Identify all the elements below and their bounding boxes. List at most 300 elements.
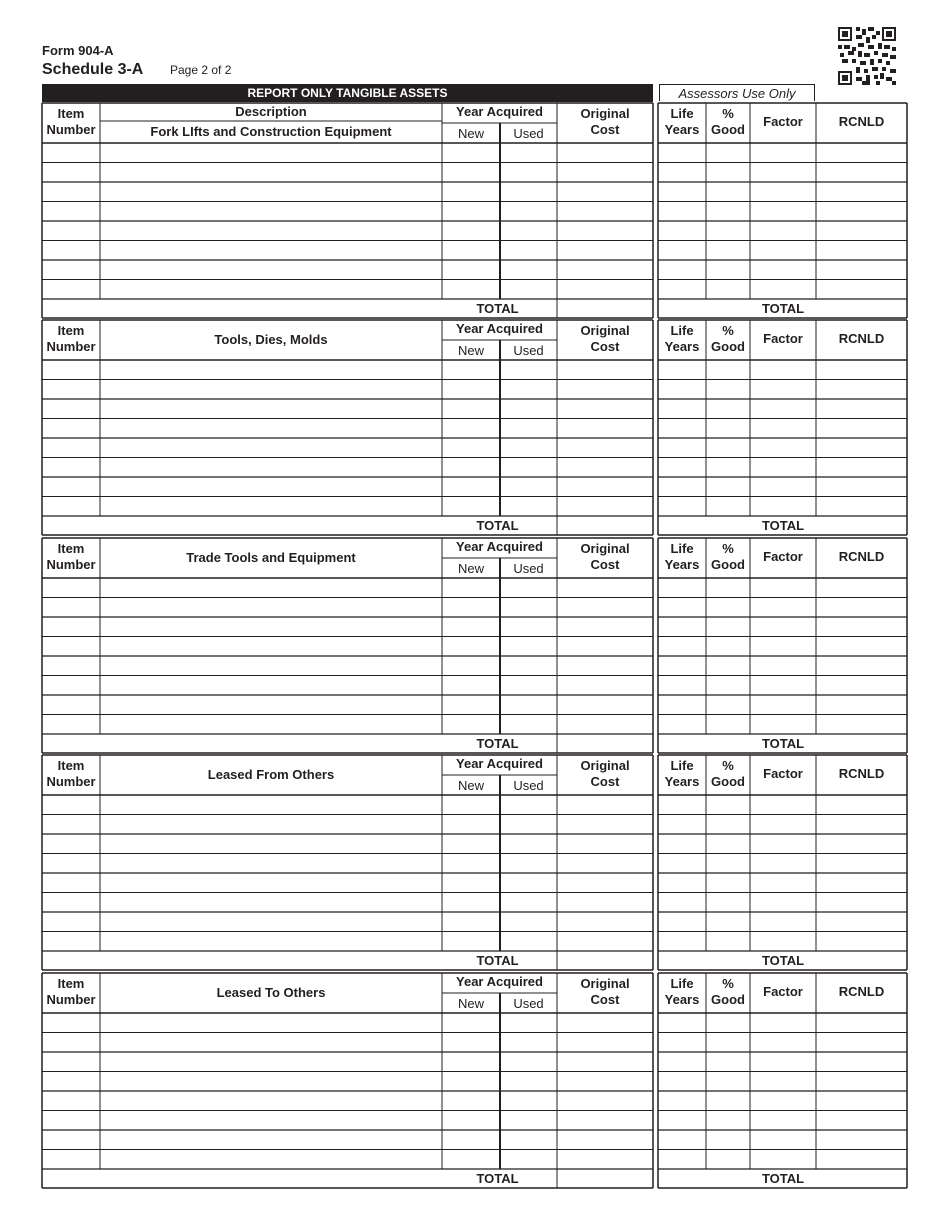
assessor-cell[interactable] [706, 163, 750, 183]
assessor-cell[interactable] [706, 912, 750, 932]
entry-cell[interactable] [557, 163, 653, 183]
assessor-cell[interactable] [658, 932, 706, 952]
assessor-cell[interactable] [750, 1111, 816, 1131]
entry-cell[interactable] [42, 1130, 100, 1150]
assessor-cell[interactable] [816, 676, 907, 696]
assessor-cell[interactable] [750, 1091, 816, 1111]
assessor-cell[interactable] [658, 893, 706, 913]
entry-cell[interactable] [442, 715, 500, 735]
assessor-cell[interactable] [658, 578, 706, 598]
assessor-cell[interactable] [658, 182, 706, 202]
entry-cell[interactable] [442, 458, 500, 478]
assessor-cell[interactable] [706, 637, 750, 657]
entry-cell[interactable] [442, 893, 500, 913]
entry-cell[interactable] [42, 893, 100, 913]
assessor-cell[interactable] [816, 360, 907, 380]
entry-cell[interactable] [42, 578, 100, 598]
entry-cell[interactable] [557, 1033, 653, 1053]
entry-cell[interactable] [500, 438, 557, 458]
assessor-cell[interactable] [816, 202, 907, 222]
assessor-cell[interactable] [816, 380, 907, 400]
entry-cell[interactable] [100, 241, 442, 261]
entry-cell[interactable] [42, 656, 100, 676]
entry-cell[interactable] [100, 715, 442, 735]
entry-cell[interactable] [557, 637, 653, 657]
entry-cell[interactable] [557, 1130, 653, 1150]
entry-cell[interactable] [442, 260, 500, 280]
assessor-cell[interactable] [658, 617, 706, 637]
assessor-cell[interactable] [706, 182, 750, 202]
assessor-cell[interactable] [750, 163, 816, 183]
assessor-cell[interactable] [658, 241, 706, 261]
assessor-cell[interactable] [706, 399, 750, 419]
assessor-cell[interactable] [658, 280, 706, 300]
total-rcnld-cell[interactable] [816, 516, 907, 535]
assessor-cell[interactable] [816, 260, 907, 280]
entry-cell[interactable] [442, 438, 500, 458]
entry-cell[interactable] [442, 873, 500, 893]
assessor-cell[interactable] [658, 815, 706, 835]
assessor-cell[interactable] [816, 143, 907, 163]
entry-cell[interactable] [500, 143, 557, 163]
assessor-cell[interactable] [658, 715, 706, 735]
entry-cell[interactable] [557, 656, 653, 676]
entry-cell[interactable] [100, 360, 442, 380]
entry-cell[interactable] [557, 815, 653, 835]
entry-cell[interactable] [557, 419, 653, 439]
entry-cell[interactable] [42, 932, 100, 952]
entry-cell[interactable] [500, 497, 557, 517]
entry-cell[interactable] [500, 1072, 557, 1092]
assessor-cell[interactable] [750, 360, 816, 380]
entry-cell[interactable] [100, 695, 442, 715]
assessor-cell[interactable] [706, 143, 750, 163]
entry-cell[interactable] [442, 1130, 500, 1150]
assessor-cell[interactable] [750, 221, 816, 241]
entry-cell[interactable] [442, 1033, 500, 1053]
entry-cell[interactable] [42, 1150, 100, 1170]
entry-cell[interactable] [442, 1111, 500, 1131]
assessor-cell[interactable] [658, 458, 706, 478]
assessor-cell[interactable] [658, 912, 706, 932]
entry-cell[interactable] [442, 182, 500, 202]
assessor-cell[interactable] [750, 1013, 816, 1033]
assessor-cell[interactable] [658, 1052, 706, 1072]
entry-cell[interactable] [42, 1091, 100, 1111]
assessor-cell[interactable] [706, 795, 750, 815]
entry-cell[interactable] [500, 893, 557, 913]
assessor-cell[interactable] [750, 280, 816, 300]
assessor-cell[interactable] [658, 143, 706, 163]
entry-cell[interactable] [442, 637, 500, 657]
total-rcnld-cell[interactable] [816, 1169, 907, 1188]
entry-cell[interactable] [100, 163, 442, 183]
entry-cell[interactable] [42, 1033, 100, 1053]
assessor-cell[interactable] [706, 1150, 750, 1170]
assessor-cell[interactable] [750, 854, 816, 874]
entry-cell[interactable] [557, 1072, 653, 1092]
entry-cell[interactable] [500, 617, 557, 637]
entry-cell[interactable] [557, 932, 653, 952]
entry-cell[interactable] [42, 202, 100, 222]
entry-cell[interactable] [100, 893, 442, 913]
assessor-cell[interactable] [750, 380, 816, 400]
assessor-cell[interactable] [816, 1013, 907, 1033]
entry-cell[interactable] [500, 676, 557, 696]
entry-cell[interactable] [557, 795, 653, 815]
entry-cell[interactable] [557, 676, 653, 696]
assessor-cell[interactable] [750, 260, 816, 280]
assessor-cell[interactable] [706, 815, 750, 835]
total-rcnld-cell[interactable] [816, 299, 907, 318]
assessor-cell[interactable] [816, 932, 907, 952]
entry-cell[interactable] [500, 1052, 557, 1072]
entry-cell[interactable] [442, 163, 500, 183]
entry-cell[interactable] [42, 695, 100, 715]
entry-cell[interactable] [100, 815, 442, 835]
assessor-cell[interactable] [750, 656, 816, 676]
entry-cell[interactable] [100, 676, 442, 696]
assessor-cell[interactable] [706, 1013, 750, 1033]
assessor-cell[interactable] [750, 815, 816, 835]
assessor-cell[interactable] [750, 912, 816, 932]
assessor-cell[interactable] [706, 873, 750, 893]
assessor-cell[interactable] [816, 912, 907, 932]
assessor-cell[interactable] [658, 221, 706, 241]
entry-cell[interactable] [42, 676, 100, 696]
entry-cell[interactable] [100, 932, 442, 952]
entry-cell[interactable] [100, 280, 442, 300]
assessor-cell[interactable] [658, 260, 706, 280]
assessor-cell[interactable] [750, 1052, 816, 1072]
assessor-cell[interactable] [706, 676, 750, 696]
entry-cell[interactable] [100, 873, 442, 893]
assessor-cell[interactable] [750, 695, 816, 715]
assessor-cell[interactable] [706, 695, 750, 715]
entry-cell[interactable] [557, 221, 653, 241]
entry-cell[interactable] [500, 221, 557, 241]
entry-cell[interactable] [557, 497, 653, 517]
assessor-cell[interactable] [750, 715, 816, 735]
total-cost-cell[interactable] [557, 299, 653, 318]
assessor-cell[interactable] [658, 873, 706, 893]
entry-cell[interactable] [557, 1150, 653, 1170]
assessor-cell[interactable] [706, 221, 750, 241]
entry-cell[interactable] [100, 1091, 442, 1111]
entry-cell[interactable] [500, 399, 557, 419]
entry-cell[interactable] [42, 598, 100, 618]
assessor-cell[interactable] [658, 380, 706, 400]
entry-cell[interactable] [100, 912, 442, 932]
entry-cell[interactable] [42, 163, 100, 183]
entry-cell[interactable] [442, 598, 500, 618]
assessor-cell[interactable] [750, 932, 816, 952]
entry-cell[interactable] [100, 202, 442, 222]
entry-cell[interactable] [42, 182, 100, 202]
assessor-cell[interactable] [816, 1130, 907, 1150]
entry-cell[interactable] [100, 221, 442, 241]
entry-cell[interactable] [100, 182, 442, 202]
entry-cell[interactable] [442, 399, 500, 419]
entry-cell[interactable] [442, 241, 500, 261]
assessor-cell[interactable] [706, 360, 750, 380]
assessor-cell[interactable] [658, 854, 706, 874]
entry-cell[interactable] [557, 695, 653, 715]
entry-cell[interactable] [100, 617, 442, 637]
entry-cell[interactable] [442, 656, 500, 676]
assessor-cell[interactable] [706, 834, 750, 854]
assessor-cell[interactable] [706, 617, 750, 637]
entry-cell[interactable] [42, 715, 100, 735]
entry-cell[interactable] [557, 143, 653, 163]
entry-cell[interactable] [557, 241, 653, 261]
entry-cell[interactable] [557, 1052, 653, 1072]
assessor-cell[interactable] [706, 598, 750, 618]
assessor-cell[interactable] [750, 458, 816, 478]
entry-cell[interactable] [42, 458, 100, 478]
entry-cell[interactable] [100, 795, 442, 815]
entry-cell[interactable] [500, 873, 557, 893]
assessor-cell[interactable] [706, 1091, 750, 1111]
entry-cell[interactable] [100, 438, 442, 458]
entry-cell[interactable] [557, 578, 653, 598]
assessor-cell[interactable] [750, 438, 816, 458]
assessor-cell[interactable] [706, 578, 750, 598]
assessor-cell[interactable] [658, 834, 706, 854]
assessor-cell[interactable] [750, 676, 816, 696]
assessor-cell[interactable] [658, 360, 706, 380]
assessor-cell[interactable] [706, 260, 750, 280]
entry-cell[interactable] [500, 1111, 557, 1131]
assessor-cell[interactable] [706, 458, 750, 478]
entry-cell[interactable] [442, 1150, 500, 1170]
assessor-cell[interactable] [816, 656, 907, 676]
entry-cell[interactable] [500, 912, 557, 932]
entry-cell[interactable] [42, 1013, 100, 1033]
assessor-cell[interactable] [706, 1111, 750, 1131]
entry-cell[interactable] [442, 360, 500, 380]
assessor-cell[interactable] [816, 893, 907, 913]
entry-cell[interactable] [42, 280, 100, 300]
assessor-cell[interactable] [706, 1130, 750, 1150]
assessor-cell[interactable] [750, 637, 816, 657]
assessor-cell[interactable] [816, 497, 907, 517]
assessor-cell[interactable] [658, 637, 706, 657]
entry-cell[interactable] [557, 1013, 653, 1033]
assessor-cell[interactable] [816, 182, 907, 202]
entry-cell[interactable] [100, 578, 442, 598]
entry-cell[interactable] [500, 1150, 557, 1170]
assessor-cell[interactable] [706, 1052, 750, 1072]
assessor-cell[interactable] [816, 873, 907, 893]
assessor-cell[interactable] [816, 1033, 907, 1053]
assessor-cell[interactable] [816, 834, 907, 854]
assessor-cell[interactable] [658, 1033, 706, 1053]
entry-cell[interactable] [557, 182, 653, 202]
assessor-cell[interactable] [750, 143, 816, 163]
entry-cell[interactable] [500, 598, 557, 618]
entry-cell[interactable] [442, 815, 500, 835]
entry-cell[interactable] [500, 202, 557, 222]
assessor-cell[interactable] [816, 1111, 907, 1131]
entry-cell[interactable] [500, 280, 557, 300]
assessor-cell[interactable] [706, 419, 750, 439]
entry-cell[interactable] [100, 1150, 442, 1170]
entry-cell[interactable] [42, 497, 100, 517]
entry-cell[interactable] [557, 617, 653, 637]
assessor-cell[interactable] [706, 280, 750, 300]
entry-cell[interactable] [500, 795, 557, 815]
entry-cell[interactable] [500, 360, 557, 380]
entry-cell[interactable] [500, 637, 557, 657]
assessor-cell[interactable] [750, 202, 816, 222]
entry-cell[interactable] [500, 656, 557, 676]
assessor-cell[interactable] [658, 598, 706, 618]
total-cost-cell[interactable] [557, 1169, 653, 1188]
assessor-cell[interactable] [706, 932, 750, 952]
entry-cell[interactable] [500, 815, 557, 835]
entry-cell[interactable] [500, 260, 557, 280]
assessor-cell[interactable] [816, 578, 907, 598]
assessor-cell[interactable] [706, 497, 750, 517]
assessor-cell[interactable] [816, 280, 907, 300]
entry-cell[interactable] [500, 715, 557, 735]
entry-cell[interactable] [100, 1013, 442, 1033]
entry-cell[interactable] [442, 1072, 500, 1092]
assessor-cell[interactable] [706, 202, 750, 222]
entry-cell[interactable] [442, 1013, 500, 1033]
assessor-cell[interactable] [750, 182, 816, 202]
entry-cell[interactable] [557, 280, 653, 300]
entry-cell[interactable] [42, 815, 100, 835]
entry-cell[interactable] [557, 202, 653, 222]
entry-cell[interactable] [442, 578, 500, 598]
assessor-cell[interactable] [750, 795, 816, 815]
entry-cell[interactable] [42, 912, 100, 932]
entry-cell[interactable] [442, 143, 500, 163]
entry-cell[interactable] [442, 795, 500, 815]
assessor-cell[interactable] [706, 893, 750, 913]
entry-cell[interactable] [500, 1130, 557, 1150]
assessor-cell[interactable] [816, 221, 907, 241]
entry-cell[interactable] [442, 854, 500, 874]
entry-cell[interactable] [100, 1130, 442, 1150]
entry-cell[interactable] [442, 1091, 500, 1111]
assessor-cell[interactable] [750, 419, 816, 439]
assessor-cell[interactable] [816, 477, 907, 497]
assessor-cell[interactable] [816, 617, 907, 637]
entry-cell[interactable] [100, 1033, 442, 1053]
assessor-cell[interactable] [750, 1072, 816, 1092]
entry-cell[interactable] [442, 695, 500, 715]
entry-cell[interactable] [100, 497, 442, 517]
assessor-cell[interactable] [816, 695, 907, 715]
entry-cell[interactable] [500, 458, 557, 478]
entry-cell[interactable] [442, 419, 500, 439]
entry-cell[interactable] [42, 260, 100, 280]
assessor-cell[interactable] [706, 1072, 750, 1092]
assessor-cell[interactable] [750, 399, 816, 419]
entry-cell[interactable] [100, 477, 442, 497]
entry-cell[interactable] [42, 1111, 100, 1131]
entry-cell[interactable] [42, 380, 100, 400]
entry-cell[interactable] [42, 221, 100, 241]
entry-cell[interactable] [100, 854, 442, 874]
assessor-cell[interactable] [750, 1150, 816, 1170]
assessor-cell[interactable] [750, 477, 816, 497]
assessor-cell[interactable] [816, 795, 907, 815]
entry-cell[interactable] [442, 380, 500, 400]
assessor-cell[interactable] [658, 676, 706, 696]
entry-cell[interactable] [557, 598, 653, 618]
entry-cell[interactable] [500, 578, 557, 598]
entry-cell[interactable] [500, 241, 557, 261]
entry-cell[interactable] [442, 1052, 500, 1072]
entry-cell[interactable] [42, 795, 100, 815]
entry-cell[interactable] [500, 1013, 557, 1033]
entry-cell[interactable] [500, 695, 557, 715]
entry-cell[interactable] [100, 419, 442, 439]
assessor-cell[interactable] [816, 241, 907, 261]
assessor-cell[interactable] [816, 854, 907, 874]
entry-cell[interactable] [100, 656, 442, 676]
entry-cell[interactable] [42, 1052, 100, 1072]
entry-cell[interactable] [42, 854, 100, 874]
assessor-cell[interactable] [750, 873, 816, 893]
assessor-cell[interactable] [816, 438, 907, 458]
entry-cell[interactable] [442, 497, 500, 517]
entry-cell[interactable] [100, 260, 442, 280]
entry-cell[interactable] [442, 834, 500, 854]
entry-cell[interactable] [42, 360, 100, 380]
entry-cell[interactable] [100, 637, 442, 657]
entry-cell[interactable] [500, 477, 557, 497]
entry-cell[interactable] [557, 1091, 653, 1111]
entry-cell[interactable] [42, 873, 100, 893]
entry-cell[interactable] [500, 932, 557, 952]
assessor-cell[interactable] [750, 598, 816, 618]
entry-cell[interactable] [500, 1033, 557, 1053]
assessor-cell[interactable] [658, 1072, 706, 1092]
entry-cell[interactable] [42, 241, 100, 261]
total-rcnld-cell[interactable] [816, 951, 907, 970]
entry-cell[interactable] [42, 1072, 100, 1092]
entry-cell[interactable] [42, 834, 100, 854]
assessor-cell[interactable] [706, 1033, 750, 1053]
assessor-cell[interactable] [816, 399, 907, 419]
entry-cell[interactable] [42, 477, 100, 497]
entry-cell[interactable] [100, 1111, 442, 1131]
assessor-cell[interactable] [750, 617, 816, 637]
assessor-cell[interactable] [658, 419, 706, 439]
assessor-cell[interactable] [816, 419, 907, 439]
assessor-cell[interactable] [816, 163, 907, 183]
assessor-cell[interactable] [706, 380, 750, 400]
entry-cell[interactable] [557, 854, 653, 874]
entry-cell[interactable] [557, 1111, 653, 1131]
entry-cell[interactable] [500, 834, 557, 854]
assessor-cell[interactable] [750, 834, 816, 854]
assessor-cell[interactable] [750, 497, 816, 517]
entry-cell[interactable] [500, 163, 557, 183]
entry-cell[interactable] [557, 458, 653, 478]
entry-cell[interactable] [500, 419, 557, 439]
assessor-cell[interactable] [706, 715, 750, 735]
entry-cell[interactable] [557, 380, 653, 400]
assessor-cell[interactable] [658, 795, 706, 815]
assessor-cell[interactable] [658, 1091, 706, 1111]
entry-cell[interactable] [100, 458, 442, 478]
